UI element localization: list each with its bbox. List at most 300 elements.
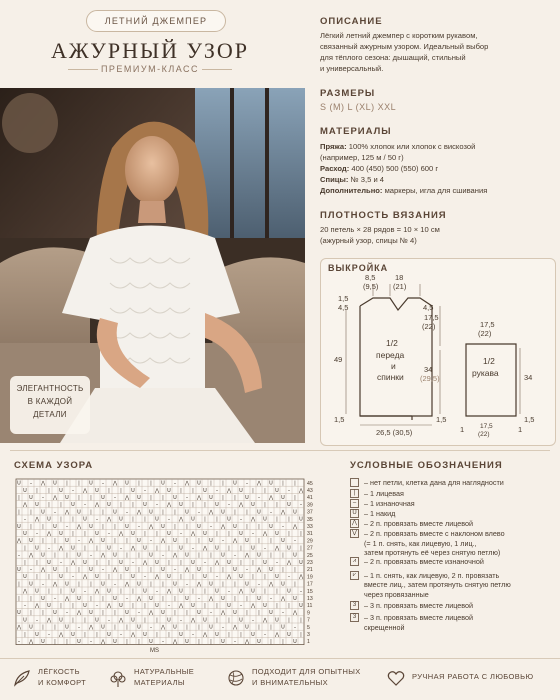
chart-stitch: U bbox=[275, 531, 279, 537]
sleeve-label: рукава bbox=[472, 368, 499, 378]
chart-stitch: U bbox=[149, 639, 153, 645]
chart-stitch: – bbox=[293, 538, 297, 545]
chart-stitch: | bbox=[108, 559, 110, 566]
chart-stitch: | bbox=[204, 516, 206, 523]
chart-stitch: | bbox=[210, 552, 212, 559]
chart-stitch: | bbox=[282, 480, 284, 487]
chart-stitch: ⋀ bbox=[262, 617, 268, 624]
chart-stitch: ⋀ bbox=[76, 610, 82, 617]
chart-stitch: | bbox=[90, 595, 92, 602]
chart-stitch: | bbox=[228, 545, 230, 552]
knitting-chart-grid bbox=[14, 477, 320, 647]
feature-line: МАТЕРИАЛЫ bbox=[134, 678, 185, 687]
chart-stitch: – bbox=[101, 567, 105, 573]
chart-row-number: 31 bbox=[307, 531, 313, 538]
page-title: АЖУРНЫЙ УЗОР bbox=[51, 38, 249, 63]
chart-stitch: U bbox=[95, 531, 99, 537]
chart-stitch: ⋀ bbox=[94, 502, 100, 509]
dim-shoulder: 8,5 bbox=[365, 273, 376, 282]
chart-stitch: U bbox=[77, 639, 81, 645]
chart-stitch: U bbox=[209, 624, 213, 631]
chart-stitch: U bbox=[173, 581, 177, 588]
dim-shoulder-alt: (9,5) bbox=[363, 282, 379, 291]
chart-stitch: ⋀ bbox=[298, 487, 304, 494]
chart-stitch: | bbox=[228, 617, 230, 624]
chart-stitch: U bbox=[131, 531, 135, 537]
chart-stitch: ⋀ bbox=[58, 545, 64, 552]
chart-stitch: – bbox=[167, 516, 171, 523]
body-label-3: спинки bbox=[377, 372, 404, 382]
chart-stitch: | bbox=[204, 588, 206, 595]
chart-stitch: – bbox=[167, 603, 171, 609]
chart-stitch: – bbox=[119, 545, 123, 552]
chart-stitch: | bbox=[264, 588, 266, 595]
chart-stitch: U bbox=[95, 487, 99, 494]
chart-stitch: | bbox=[246, 509, 248, 516]
chart-stitch: – bbox=[281, 610, 285, 617]
chart-stitch: ⋀ bbox=[274, 631, 280, 638]
dim-armhole: 17,5 bbox=[424, 313, 439, 322]
chart-stitch: ⋀ bbox=[214, 559, 220, 566]
chart-stitch: – bbox=[293, 624, 297, 631]
chart-stitch: – bbox=[41, 581, 45, 588]
chart-stitch: U bbox=[83, 559, 87, 566]
chart-stitch: U bbox=[167, 617, 171, 624]
legend-text: (= 1 п. снять, как лицевую, 1 лиц., bbox=[364, 539, 477, 548]
chart-stitch: U bbox=[53, 480, 57, 487]
chart-stitch: | bbox=[288, 531, 290, 537]
chart-stitch: | bbox=[282, 639, 284, 645]
chart-stitch: U bbox=[29, 624, 33, 631]
chart-stitch: | bbox=[198, 552, 200, 559]
chart-stitch: U bbox=[287, 502, 291, 509]
chart-stitch: U bbox=[233, 523, 237, 530]
chart-stitch: | bbox=[42, 538, 44, 545]
chart-stitch: | bbox=[126, 552, 128, 559]
chart-stitch: | bbox=[84, 631, 86, 638]
chart-stitch: ⋀ bbox=[16, 624, 22, 631]
chart-stitch: U bbox=[35, 545, 39, 552]
chart-stitch: | bbox=[216, 617, 218, 624]
chart-stitch: – bbox=[71, 487, 75, 494]
chart-stitch: U bbox=[251, 502, 255, 509]
chart-stitch: U bbox=[215, 545, 219, 552]
chart-stitch: – bbox=[89, 552, 93, 559]
chart-row-number: 13 bbox=[307, 596, 313, 602]
chart-stitch: ⋀ bbox=[238, 502, 244, 509]
chart-stitch: – bbox=[113, 581, 117, 588]
chart-stitch: | bbox=[48, 588, 50, 595]
chart-stitch: U bbox=[299, 603, 303, 609]
chart-stitch: U bbox=[23, 531, 27, 537]
legend-text: – 3 п. провязать вместе лицевой bbox=[364, 613, 474, 622]
chart-stitch: | bbox=[132, 603, 134, 609]
chart-stitch: U bbox=[203, 487, 207, 494]
chart-row-number: 19 bbox=[307, 574, 313, 581]
gauge-text bbox=[320, 224, 552, 246]
chart-stitch: U bbox=[179, 545, 183, 552]
chart-stitch: | bbox=[126, 624, 128, 631]
chart-stitch: | bbox=[90, 495, 92, 501]
chart-stitch: U bbox=[101, 538, 105, 545]
chart-stitch: – bbox=[23, 603, 27, 609]
legend-text: – 3 п. провязать вместе лицевой bbox=[364, 601, 474, 610]
chart-stitch: | bbox=[294, 581, 296, 588]
chart-stitch: – bbox=[203, 559, 207, 566]
chart-stitch: ⋀ bbox=[88, 538, 94, 545]
needles-value: № 3,5 и 4 bbox=[348, 175, 385, 184]
feature-line: ПОДХОДИТ ДЛЯ ОПЫТНЫХ bbox=[252, 667, 361, 676]
chart-stitch: – bbox=[47, 631, 51, 638]
chart-stitch: | bbox=[156, 531, 158, 537]
chart-stitch: ⋀ bbox=[106, 603, 112, 609]
chart-stitch: U bbox=[95, 574, 99, 581]
chart-stitch: | bbox=[198, 538, 200, 545]
chart-heading: СХЕМА УЗОРА bbox=[14, 460, 94, 471]
chart-stitch: | bbox=[48, 574, 50, 581]
chart-stitch: | bbox=[150, 581, 152, 588]
chart-stitch: | bbox=[18, 581, 20, 588]
chart-stitch: | bbox=[252, 574, 254, 581]
chart-stitch: ⋀ bbox=[52, 495, 58, 501]
chart-stitch: ⋀ bbox=[118, 531, 124, 537]
chart-stitch: | bbox=[18, 495, 20, 501]
chart-stitch: – bbox=[89, 639, 93, 645]
chart-stitch: – bbox=[257, 581, 261, 588]
schematic-drawing bbox=[320, 270, 556, 446]
description-line: Лёгкий летний джемпер с коротким рукавом, bbox=[320, 31, 478, 40]
chart-stitch: | bbox=[156, 617, 158, 624]
chart-row-number: 37 bbox=[307, 509, 313, 516]
chart-stitch: U bbox=[131, 617, 135, 624]
chart-stitch: ⋀ bbox=[184, 567, 190, 573]
chart-stitch: ⋀ bbox=[172, 639, 178, 645]
chart-stitch: | bbox=[30, 610, 32, 617]
chart-stitch: – bbox=[161, 639, 165, 645]
sizes-value: S (M) L (XL) XXL bbox=[320, 102, 397, 112]
chart-stitch: | bbox=[162, 495, 164, 501]
yarn-ball-icon bbox=[226, 668, 246, 688]
chart-stitch: ⋀ bbox=[172, 552, 178, 559]
chart-stitch: U bbox=[155, 603, 159, 609]
chart-stitch: ⋀ bbox=[268, 495, 274, 501]
chart-stitch: | bbox=[222, 480, 224, 487]
chart-stitch: U bbox=[113, 552, 117, 559]
chart-stitch: U bbox=[179, 631, 183, 638]
chart-stitch: – bbox=[269, 509, 273, 516]
chart-stitch: ⋀ bbox=[52, 581, 58, 588]
chart-stitch: ⋀ bbox=[166, 588, 172, 595]
description-line: связанный ажурным узором. Идеальный выбор bbox=[320, 42, 489, 51]
yarn-line bbox=[320, 141, 552, 152]
chart-stitch: | bbox=[78, 581, 80, 588]
chart-stitch: U bbox=[257, 595, 261, 602]
sleeve-fraction: 1/2 bbox=[483, 356, 495, 366]
chart-stitch: U bbox=[239, 487, 243, 494]
chart-stitch: ⋀ bbox=[148, 610, 154, 617]
chart-stitch: | bbox=[192, 502, 194, 509]
chart-stitch: U bbox=[41, 595, 45, 602]
chart-stitch: – bbox=[269, 595, 273, 602]
chart-stitch: | bbox=[258, 538, 260, 545]
chart-stitch: | bbox=[72, 516, 74, 523]
category-badge: ЛЕТНИЙ ДЖЕМПЕР bbox=[86, 10, 226, 32]
chart-stitch: – bbox=[149, 624, 153, 631]
chart-stitch: – bbox=[221, 624, 225, 631]
chart-stitch: ⋀ bbox=[100, 552, 106, 559]
chart-stitch: | bbox=[126, 639, 128, 645]
feature-handmade: РУЧНАЯ РАБОТА С ЛЮБОВЬЮ bbox=[412, 672, 534, 681]
chart-stitch: ⋀ bbox=[208, 595, 214, 602]
chart-stitch: ⋀ bbox=[190, 531, 196, 537]
chart-stitch: | bbox=[144, 516, 146, 523]
chart-stitch: – bbox=[209, 610, 213, 617]
chart-row-number: 21 bbox=[307, 567, 313, 574]
chart-row-number: 39 bbox=[307, 502, 313, 509]
chart-stitch: | bbox=[90, 509, 92, 516]
chart-stitch: | bbox=[114, 523, 116, 530]
chart-stitch: – bbox=[215, 574, 219, 581]
chart-stitch: – bbox=[173, 567, 177, 573]
chart-stitch: – bbox=[107, 617, 111, 624]
chart-stitch: | bbox=[168, 559, 170, 566]
needles-line bbox=[320, 174, 552, 185]
chart-stitch: ⋀ bbox=[232, 538, 238, 545]
chart-stitch: ⋀ bbox=[88, 624, 94, 631]
chart-stitch: U bbox=[233, 610, 237, 617]
chart-stitch: | bbox=[300, 617, 302, 624]
chart-stitch: | bbox=[42, 624, 44, 631]
chart-stitch: | bbox=[294, 480, 296, 487]
chart-row-number: 29 bbox=[307, 538, 313, 545]
chart-stitch: U bbox=[41, 509, 45, 516]
chart-stitch: ⋀ bbox=[202, 631, 208, 638]
chart-stitch: U bbox=[197, 567, 201, 573]
chart-stitch: U bbox=[53, 523, 57, 530]
chart-row-number: 35 bbox=[307, 516, 313, 523]
chart-stitch: – bbox=[179, 617, 183, 624]
chart-stitch: | bbox=[72, 531, 74, 537]
chart-stitch: | bbox=[186, 624, 188, 631]
feature-line: НАТУРАЛЬНЫЕ bbox=[134, 667, 195, 676]
chart-stitch: | bbox=[168, 631, 170, 638]
chart-stitch: U bbox=[293, 595, 297, 602]
dim-hem: 1,5 bbox=[334, 415, 345, 424]
chart-stitch: – bbox=[41, 495, 45, 501]
chart-stitch: U bbox=[95, 617, 99, 624]
dim-hem-right: 1,5 bbox=[436, 415, 447, 424]
chart-stitch: U bbox=[233, 567, 237, 573]
chart-stitch: U bbox=[125, 567, 129, 573]
chart-stitch: U bbox=[299, 559, 303, 566]
dim-armhole-alt: (22) bbox=[422, 322, 436, 331]
chart-stitch: | bbox=[162, 595, 164, 602]
chart-stitch: | bbox=[258, 624, 260, 631]
chart-stitch: U bbox=[179, 588, 183, 595]
feature-experience bbox=[252, 666, 361, 688]
chart-stitch: – bbox=[131, 559, 135, 566]
chart-stitch: | bbox=[18, 595, 20, 602]
chart-stitch: | bbox=[264, 487, 266, 494]
chart-stitch: ⋀ bbox=[16, 538, 22, 545]
chart-stitch: | bbox=[60, 516, 62, 523]
feature-line: И КОМФОРТ bbox=[38, 678, 87, 687]
chart-stitch: U bbox=[125, 523, 129, 530]
chart-stitch: | bbox=[168, 545, 170, 552]
chart-stitch: U bbox=[65, 581, 69, 588]
chart-stitch: | bbox=[24, 559, 26, 566]
chart-stitch: U bbox=[173, 624, 177, 631]
chart-stitch: – bbox=[299, 588, 303, 595]
chart-stitch: | bbox=[138, 552, 140, 559]
chart-stitch: | bbox=[150, 480, 152, 487]
legend-text: – 1 лицевая bbox=[364, 489, 404, 498]
chart-stitch: U bbox=[59, 487, 63, 494]
chart-stitch: U bbox=[245, 538, 249, 545]
chart-stitch: | bbox=[240, 545, 242, 552]
chart-stitch: | bbox=[30, 523, 32, 530]
chart-stitch: U bbox=[89, 523, 93, 530]
chart-stitch: U bbox=[185, 552, 189, 559]
chart-stitch: ⋀ bbox=[292, 523, 298, 530]
chart-stitch: U bbox=[275, 487, 279, 494]
consumption-line bbox=[320, 163, 552, 174]
chart-stitch: U bbox=[227, 559, 231, 566]
chart-stitch: U bbox=[221, 552, 225, 559]
chart-stitch: ⋀ bbox=[40, 567, 46, 573]
chart-stitch: U bbox=[275, 574, 279, 581]
chart-stitch: – bbox=[233, 639, 237, 645]
chart-stitch: – bbox=[239, 603, 243, 609]
chart-stitch: | bbox=[222, 495, 224, 501]
chart-stitch: | bbox=[198, 639, 200, 645]
chart-stitch: U bbox=[251, 631, 255, 638]
chart-stitch: | bbox=[276, 502, 278, 509]
chart-stitch: U bbox=[293, 552, 297, 559]
chart-stitch: – bbox=[107, 531, 111, 537]
chart-stitch: | bbox=[90, 581, 92, 588]
chart-stitch: ⋀ bbox=[298, 574, 304, 581]
chart-stitch: – bbox=[221, 538, 225, 545]
legend-symbol: | bbox=[350, 489, 359, 498]
chart-stitch: ⋀ bbox=[286, 559, 292, 566]
chart-stitch: U bbox=[23, 487, 27, 494]
chart-stitch: – bbox=[275, 559, 279, 566]
chart-stitch: | bbox=[186, 538, 188, 545]
chart-stitch: ⋀ bbox=[196, 495, 202, 501]
chart-stitch: | bbox=[276, 603, 278, 609]
chart-stitch: ⋀ bbox=[208, 509, 214, 516]
chart-stitch: | bbox=[54, 624, 56, 631]
chart-stitch: U bbox=[119, 516, 123, 523]
chart-stitch: U bbox=[125, 610, 129, 617]
chart-stitch: ⋀ bbox=[280, 509, 286, 516]
chart-stitch: | bbox=[192, 487, 194, 494]
legend-symbol: ⩗ bbox=[350, 571, 359, 580]
chart-stitch: U bbox=[197, 523, 201, 530]
chart-stitch: – bbox=[35, 531, 39, 537]
chart-stitch: | bbox=[300, 545, 302, 552]
chart-stitch: | bbox=[288, 516, 290, 523]
chart-stitch: | bbox=[84, 531, 86, 537]
chart-stitch: U bbox=[251, 545, 255, 552]
chart-stitch: ⋀ bbox=[106, 516, 112, 523]
chart-stitch: ⋀ bbox=[280, 595, 286, 602]
chart-stitch: | bbox=[78, 495, 80, 501]
chart-stitch: | bbox=[60, 588, 62, 595]
chart-stitch: – bbox=[185, 495, 189, 501]
chart-stitch: U bbox=[77, 595, 81, 602]
dim-left-mark2: 4,5 bbox=[338, 303, 349, 312]
chart-stitch: | bbox=[210, 639, 212, 645]
gauge-heading: ПЛОТНОСТЬ ВЯЗАНИЯ bbox=[320, 210, 447, 221]
legend-symbol: ⩘ bbox=[350, 557, 359, 566]
chart-stitch: U bbox=[143, 545, 147, 552]
chart-stitch: U bbox=[269, 480, 273, 487]
chart-stitch: | bbox=[138, 567, 140, 573]
chart-stitch: ⋀ bbox=[130, 545, 136, 552]
chart-stitch: | bbox=[156, 631, 158, 638]
chart-stitch: U bbox=[203, 617, 207, 624]
chart-stitch: | bbox=[216, 531, 218, 537]
chart-stitch: | bbox=[36, 574, 38, 581]
chart-stitch: – bbox=[125, 509, 129, 516]
chart-stitch: ⋀ bbox=[58, 631, 64, 638]
chart-stitch: ⋀ bbox=[256, 567, 262, 573]
chart-row-number: 25 bbox=[307, 552, 313, 559]
chart-stitch: | bbox=[84, 545, 86, 552]
chart-stitch: U bbox=[191, 603, 195, 609]
chart-stitch: | bbox=[54, 552, 56, 559]
chart-stitch: | bbox=[294, 495, 296, 501]
chart-stitch: U bbox=[263, 559, 267, 566]
chart-stitch: U bbox=[299, 516, 303, 523]
chart-stitch: – bbox=[149, 538, 153, 545]
chart-stitch: | bbox=[24, 545, 26, 552]
chart-stitch: – bbox=[23, 516, 27, 523]
chart-stitch: | bbox=[174, 509, 176, 516]
yarn-value: 100% хлопок или хлопок с вискозой bbox=[346, 142, 476, 151]
dim-width: 26,5 (30,5) bbox=[376, 428, 413, 437]
chart-stitch: U bbox=[233, 480, 237, 487]
chart-stitch: ⋀ bbox=[94, 588, 100, 595]
chart-stitch: U bbox=[185, 509, 189, 516]
chart-stitch: U bbox=[53, 567, 57, 573]
chart-stitch: ⋀ bbox=[112, 567, 118, 573]
chart-row-number: 17 bbox=[307, 581, 313, 588]
caption-line: ДЕТАЛИ bbox=[33, 410, 67, 419]
chart-stitch: U bbox=[107, 588, 111, 595]
chart-stitch: | bbox=[234, 495, 236, 501]
chart-stitch: ⋀ bbox=[178, 603, 184, 609]
chart-stitch: | bbox=[216, 603, 218, 609]
chart-stitch: | bbox=[102, 610, 104, 617]
chart-stitch: U bbox=[17, 523, 21, 530]
chart-stitch: U bbox=[23, 574, 27, 581]
chart-stitch: ⋀ bbox=[256, 480, 262, 487]
chart-stitch: U bbox=[89, 610, 93, 617]
chart-stitch: U bbox=[113, 595, 117, 602]
legend-heading: УСЛОВНЫЕ ОБОЗНАЧЕНИЯ bbox=[350, 460, 503, 471]
chart-stitch: U bbox=[209, 581, 213, 588]
chart-stitch: | bbox=[102, 595, 104, 602]
chart-stitch: U bbox=[101, 624, 105, 631]
chart-row-number: 43 bbox=[307, 488, 313, 494]
dim-neck-alt: (21) bbox=[393, 282, 407, 291]
chart-stitch: – bbox=[77, 538, 81, 545]
dim-side-alt: (29,5) bbox=[420, 374, 440, 383]
chart-stitch: U bbox=[215, 502, 219, 509]
